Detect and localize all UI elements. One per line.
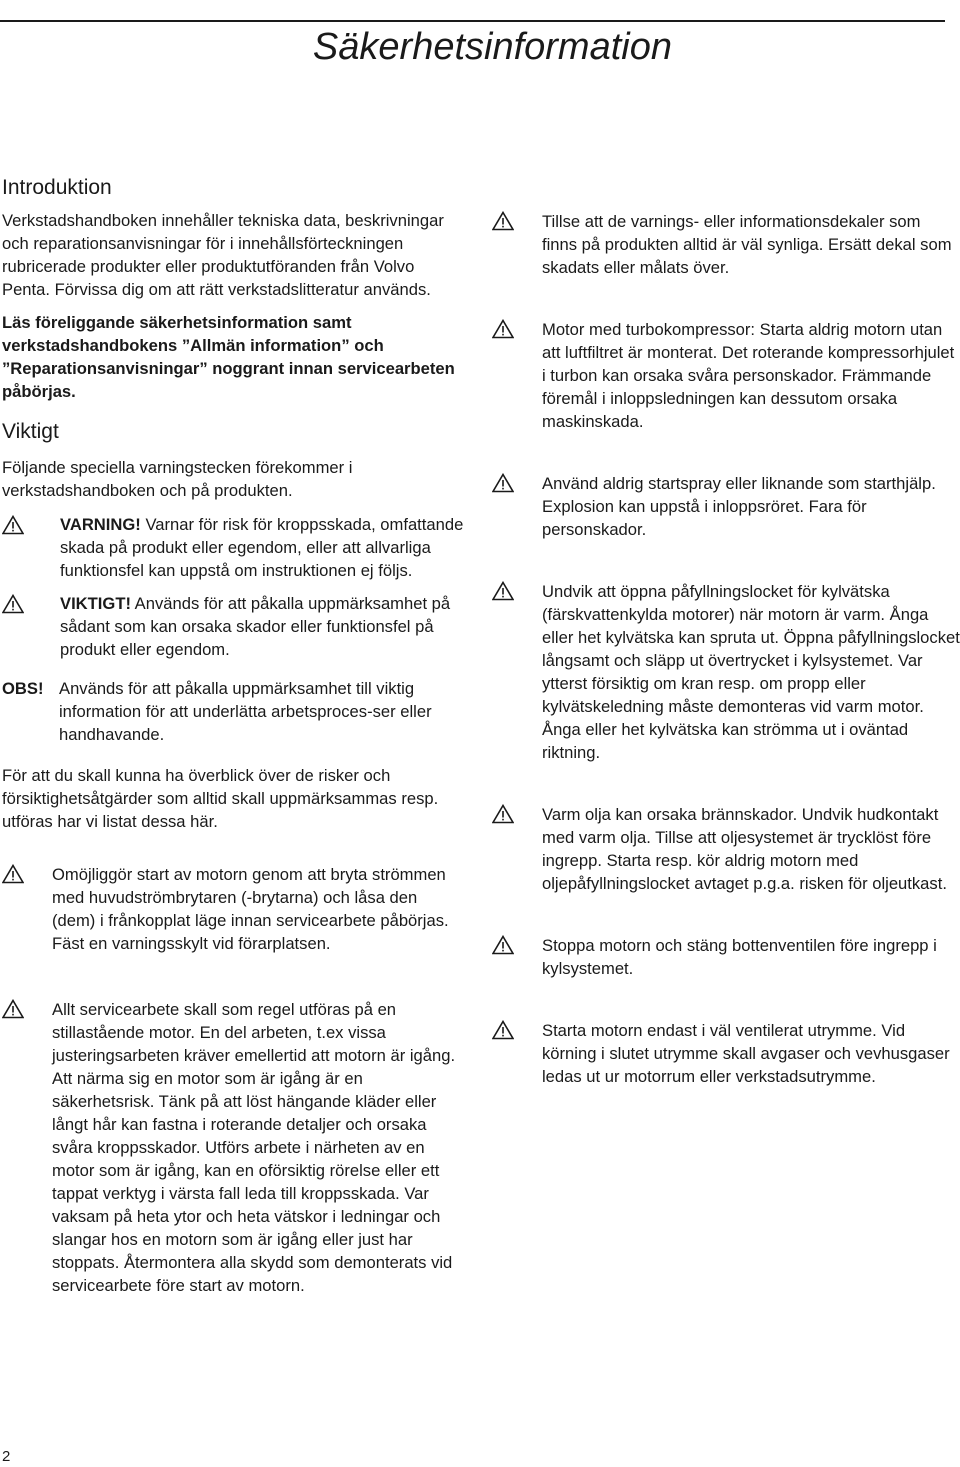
warning-triangle-icon (2, 515, 24, 535)
warning-text: Varm olja kan orsaka brännskador. Undvik hudkontakt med varm olja. Tillse att oljesystemet är trycklöst före ingrepp. Starta resp. kör aldrig motorn med oljepåfyllningslocket avtaget p.g.a. risken för oljeutkast. (542, 805, 947, 893)
intro-text: Verkstadshandboken innehåller tekniska data, beskrivningar och reparationsanvisningar för i innehållsförteckningen rubricerade produkter eller produktutföranden från Volvo Penta. Förvissa dig om att rätt verkstadslitteratur används. (2, 211, 444, 299)
obs-text: Används för att påkalla uppmärksamhet till viktig information för att underlätta arbetsproces-ser eller handhavande. (59, 679, 432, 744)
left-warning-1 (2, 863, 464, 955)
warning-text: Undvik att öppna påfyllningslocket för kylvätska (färskvattenkylda motorer) när motorn är varm. Ånga eller het kylvätska kan spruta ut. Öppna påfyllningslocket långsamt och släpp ut övertrycket i kylsystemet. Var ytterst försiktig om kran resp. om propp eller kylvätskeledning måste demonteras vid varm motor. Ånga eller het kylvätska kan strömma ut i oväntad riktning. (542, 582, 960, 762)
right-warning-3 (492, 472, 960, 541)
viktigt-text: Följande speciella varningstecken förekommer i verkstadshandboken och på produkten. (2, 458, 353, 500)
right-warning-7 (492, 1019, 960, 1088)
viktigt-label: VIKTIGT! (60, 594, 131, 613)
warning-text: Tillse att de varnings- eller informationsdekaler som finns på produkten alltid är väl synliga. Ersätt dekal som skadats eller målats över. (542, 212, 952, 277)
warning-triangle-icon (492, 319, 514, 339)
page-number: 2 (2, 1448, 11, 1465)
viktigt-definition (2, 592, 464, 661)
intro-bold-text: Läs föreliggande säkerhetsinformation samt verkstadshandbokens ”Allmän information” och ”Reparationsanvisningar” noggrant innan servicearbeten påbörjas. (2, 313, 455, 401)
warning-text: Omöjliggör start av motorn genom att bryta strömmen med huvudströmbrytaren (-brytarna) och låsa den (dem) i frånkopplat läge innan servicearbete påbörjas. Fäst en varningsskylt vid förarplatsen. (52, 865, 449, 953)
overview-text: För att du skall kunna ha överblick över de risker och försiktighetsåtgärder som alltid skall uppmärksammas resp. utföras har vi listat dessa här. (2, 766, 439, 831)
warning-text: Motor med turbokompressor: Starta aldrig motorn utan att luftfiltret är monterat. Det roterande kompressorhjulet i turbon kan orsaka svåra personskador. Främmande föremål i inloppsledningen kan dessutom orsaka maskinskada. (542, 320, 955, 431)
varning-label: VARNING! (60, 515, 141, 534)
varning-definition (2, 513, 464, 582)
obs-label: OBS! (2, 679, 44, 698)
right-warning-5 (492, 803, 960, 895)
warning-text: Stoppa motorn och stäng bottenventilen före ingrepp i kylsystemet. (542, 936, 937, 978)
warning-triangle-icon (2, 594, 24, 614)
intro-heading: Introduktion (2, 176, 112, 199)
warning-triangle-icon (492, 473, 514, 493)
viktigt-def-text: Används för att påkalla uppmärksamhet på sådant som kan orsaka skador eller funktionsfel på produkt eller egendom. (60, 594, 451, 659)
left-warning-2 (2, 998, 464, 1297)
warning-triangle-icon (492, 935, 514, 955)
viktigt-heading: Viktigt (2, 420, 59, 443)
page-title: Säkerhetsinformation (312, 26, 672, 68)
right-warning-1 (492, 210, 960, 279)
right-column (492, 210, 960, 1088)
warning-triangle-icon (492, 211, 514, 231)
warning-text: Allt servicearbete skall som regel utföras på en stillastående motor. En del arbeten, t.ex vissa justeringsarbeten kräver emellertid att motorn är igång. Att närma sig en motor som är igång är en säkerhetsrisk. Tänk på att löst hängande kläder eller långt hår kan fastna i roterande detaljer och orsaka svåra kroppsskador. Utförs arbete i närheten av en motor som är igång, kan en oförsiktig rörelse eller ett tappat verktyg i värsta fall leda till kroppsskada. Var vaksam på heta ytor och heta vätskor i ledningar och slangar hos en motorn som är igång eller just har stoppats. Återmontera alla skydd som demonterats vid servicearbete före start av motorn. (52, 1000, 456, 1295)
warning-text: Använd aldrig startspray eller liknande som starthjälp. Explosion kan uppstå i inloppsröret. Fara för personskador. (542, 474, 936, 539)
warning-text: Starta motorn endast i väl ventilerat utrymme. Vid körning i slutet utrymme skall avgaser och vevhusgaser ledas ut ur motorrum eller verkstadsutrymme. (542, 1021, 950, 1086)
left-column (2, 175, 464, 1297)
right-warning-6 (492, 934, 960, 980)
right-warning-4 (492, 580, 960, 764)
right-warning-2 (492, 318, 960, 433)
warning-triangle-icon (492, 1020, 514, 1040)
warning-triangle-icon (492, 804, 514, 824)
warning-triangle-icon (492, 581, 514, 601)
warning-triangle-icon (2, 864, 24, 884)
warning-triangle-icon (2, 999, 24, 1019)
varning-text: Varnar för risk för kroppsskada, omfattande skada på produkt eller egendom, eller att allvarliga funktionsfel kan uppstå om instruktionen ej följs. (60, 515, 464, 580)
obs-definition (2, 677, 464, 746)
page-title-bar (0, 20, 945, 69)
